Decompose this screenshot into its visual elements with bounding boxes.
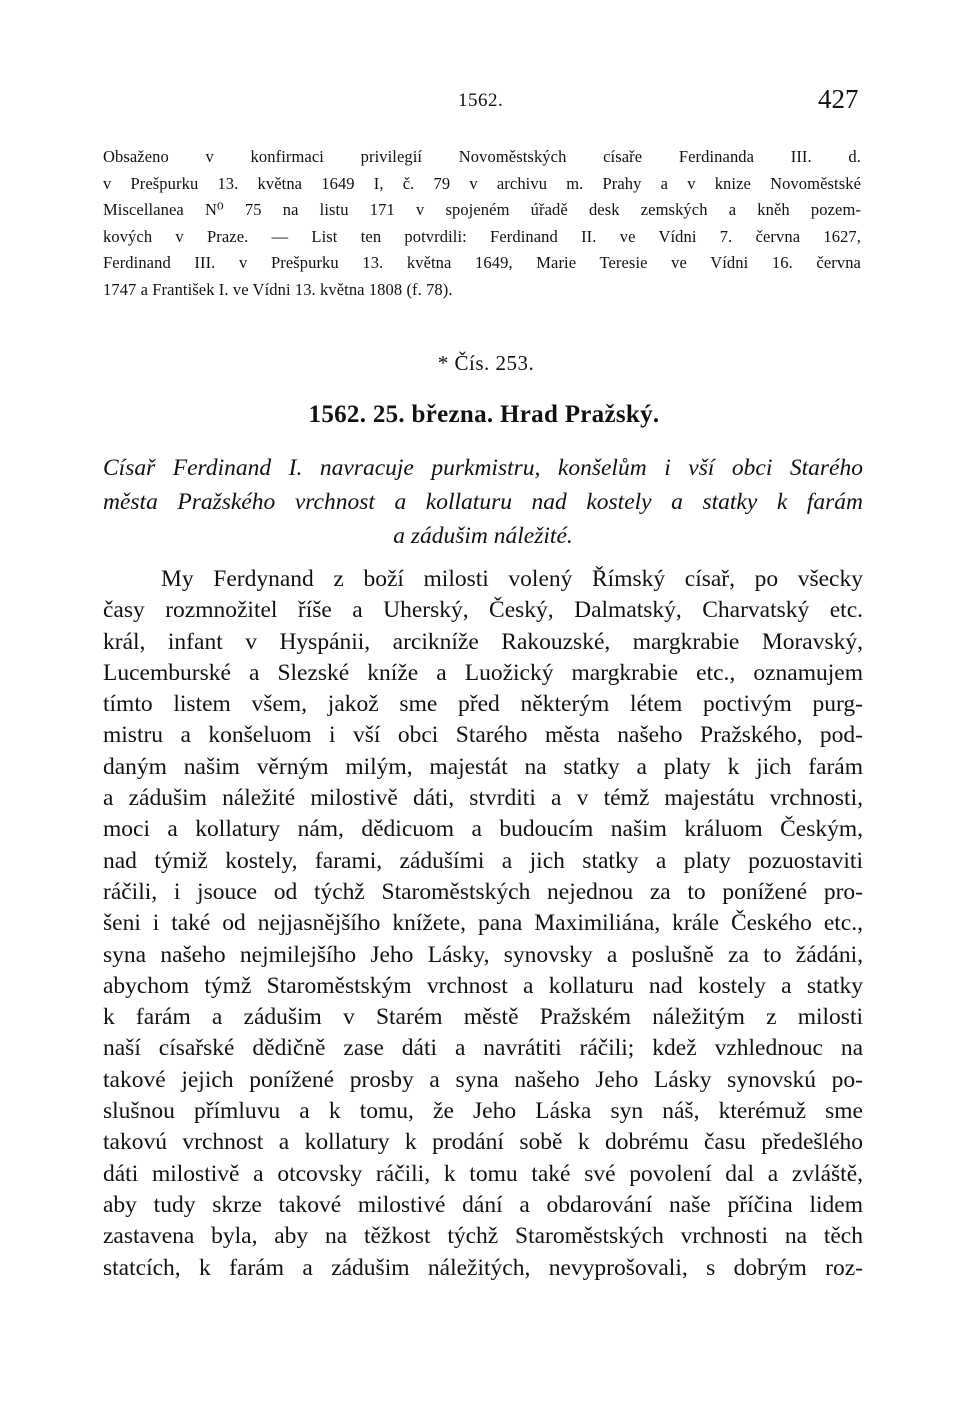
body-line: a zádušim náležité milostivě dáti, stvrditi a v témž majestátu vrchnosti, <box>103 785 863 812</box>
running-year: 1562. <box>458 90 504 111</box>
document-abstract <box>103 451 863 553</box>
abstract-line: Císař Ferdinand I. navracuje purkmistru, konšelům i vší obci Starého <box>103 455 863 481</box>
body-line: ráčili, i jsouce od týchž Staroměstských nejednou za to ponížené pro- <box>103 878 863 905</box>
body-line: takovú vrchnost a kollatury k prodání sobě k dobrému času předešlého <box>103 1129 863 1156</box>
body-line: daným našim věrným milým, majestát na statky a platy k jich farám <box>103 753 863 780</box>
document-body <box>103 564 863 1284</box>
body-line: aby tudy skrze takové milostivé dání a obdarování naše příčina lidem <box>103 1191 863 1218</box>
document-number: * Čís. 253. <box>437 351 535 375</box>
note-line: Ferdinand III. v Prešpurku 13. května 1649, Marie Teresie ve Vídni 16. června <box>103 253 861 272</box>
note-line: Miscellanea N⁰ 75 na listu 171 v spojeném úřadě desk zemských a kněh pozem- <box>103 200 861 219</box>
page-number: 427 <box>818 84 859 114</box>
body-line: dáti milostivě a otcovsky ráčili, k tomu také své povolení dal a zvláště, <box>103 1160 863 1187</box>
body-line: časy rozmnožitel říše a Uherský, Český, Dalmatský, Charvatský etc. <box>103 597 863 624</box>
note-line: v Prešpurku 13. května 1649 I, č. 79 v archivu m. Prahy a v knize Novoměstské <box>103 173 861 193</box>
abstract-line: a zádušim náležité. <box>393 523 573 549</box>
body-line: moci a kollatury nám, dědicuom a budoucím našim králuom Českým, <box>103 816 863 843</box>
body-line: abychom týmž Staroměstským vrchnost a kollaturu nad kostely a statky <box>103 972 863 999</box>
body-line: takové jejich ponížené prosby a syna našeho Jeho Lásky synovskú po- <box>103 1066 863 1093</box>
body-line: Lucemburské a Slezské kníže a Luožický margkrabie etc., oznamujem <box>103 659 863 686</box>
running-header <box>0 84 960 114</box>
note-line: Obsaženo v konfirmaci privilegií Novoměstských císaře Ferdinanda III. d. <box>103 147 861 166</box>
body-line: naší císařské dědičně zase dáti a navrátiti ráčili; kdež vzhlednouc na <box>103 1035 863 1062</box>
body-line: mistru a konšeluom i vší obci Starého města našeho Pražského, pod- <box>103 722 863 749</box>
body-line: zastavena byla, aby na těžkost týchž Staroměstských vrchnosti na těch <box>103 1223 863 1250</box>
body-line: tímto listem všem, jakož sme před některým létem poctivým purg- <box>103 691 863 718</box>
body-line: syna našeho nejmilejšího Jeho Lásky, synovsky a poslušně za to žádáni, <box>103 941 863 968</box>
abstract-line: města Pražského vrchnost a kollaturu nad kostely a statky k farám <box>103 489 863 515</box>
document-heading: 1562. 25. března. Hrad Pražský. <box>308 401 660 428</box>
body-line: šeni i také od nejjasnějšího knížete, pana Maximiliána, krále Českého etc., <box>103 910 863 937</box>
body-line: nad týmiž kostely, farami, zádušími a jich statky a platy pozuostaviti <box>103 847 863 874</box>
body-line: My Ferdynand z boží milosti volený Římský císař, po všecky <box>161 566 863 592</box>
note-line: kových v Praze. — List ten potvrdili: Ferdinand II. ve Vídni 7. června 1627, <box>103 226 861 246</box>
body-line: k farám a zádušim v Starém městě Pražském náležitým z milosti <box>103 1004 863 1031</box>
body-line: slušnou přímluvu a k tomu, že Jeho Láska syn náš, kterémuž sme <box>103 1098 863 1125</box>
body-line: král, infant v Hyspánii, arcikníže Rakouzské, margkrabie Moravský, <box>103 628 863 655</box>
body-line: statcích, k farám a zádušim náležitých, nevyprošovali, s dobrým roz- <box>103 1254 863 1281</box>
note-line: 1747 a František I. ve Vídni 13. května 1808 (f. 78). <box>103 279 453 299</box>
source-note <box>103 144 861 303</box>
